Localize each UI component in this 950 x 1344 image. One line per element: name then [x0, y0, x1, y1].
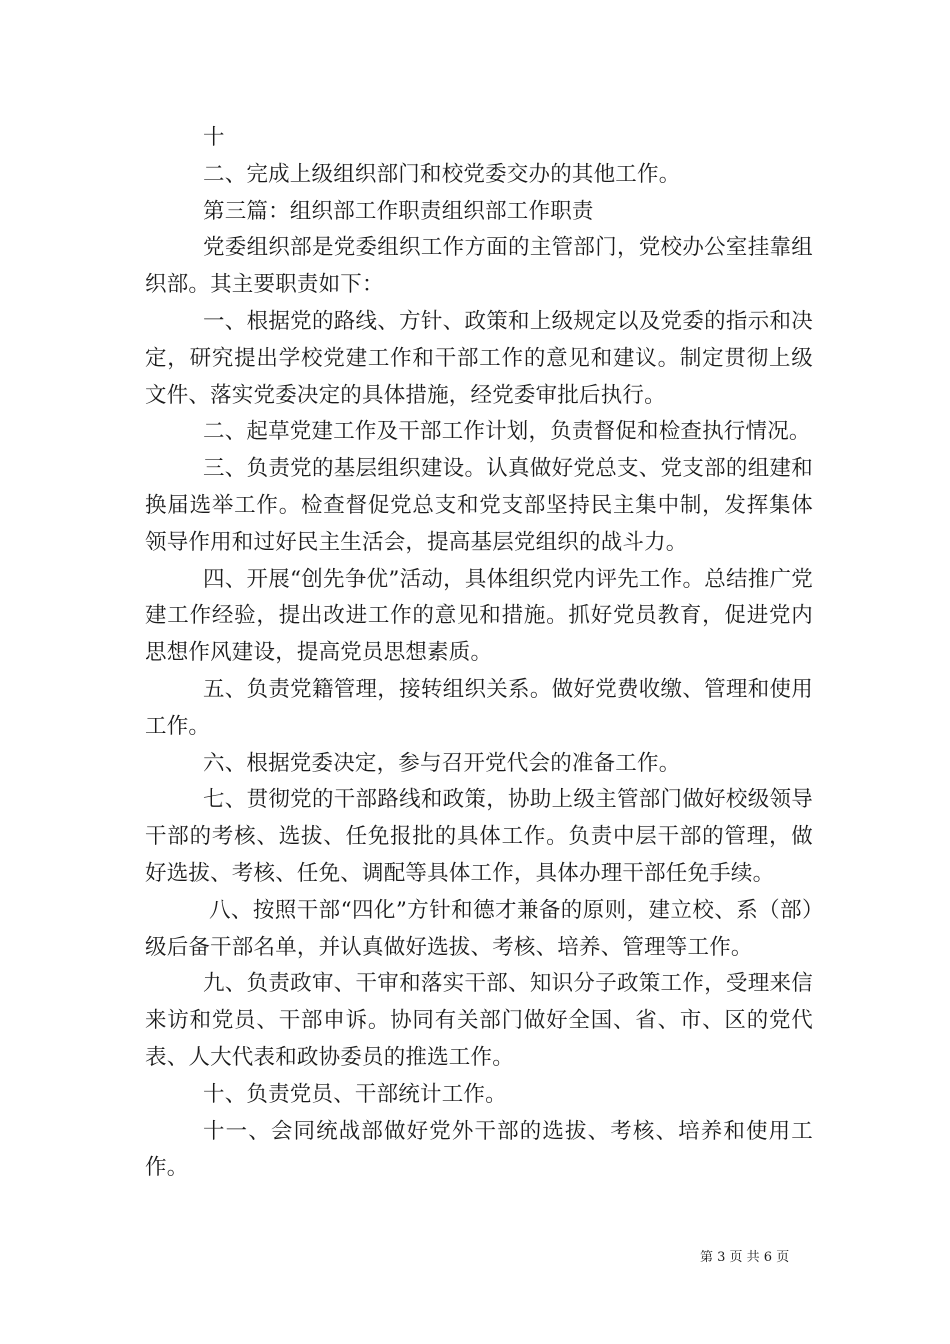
- paragraph: 七、贯彻党的干部路线和政策，协助上级主管部门做好校级领导干部的考核、选拔、任免报批的具体工作。负责中层干部的管理，做好选拔、考核、任免、调配等具体工作，具体办理干部任免手续。: [145, 787, 813, 886]
- document-body: [145, 120, 813, 1187]
- paragraph: 八、按照干部“四化”方针和德才兼备的原则，建立校、系（部）级后备干部名单，并认真做好选拔、考核、培养、管理等工作。: [145, 897, 813, 960]
- paragraph: 三、负责党的基层组织建设。认真做好党总支、党支部的组建和换届选举工作。检查督促党总支和党支部坚持民主集中制，发挥集体领导作用和过好民主生活会，提高基层党组织的战斗力。: [145, 456, 813, 555]
- page-number: 第 3 页 共 6 页: [700, 1250, 790, 1265]
- paragraph: 五、负责党籍管理，接转组织关系。做好党费收缴、管理和使用工作。: [145, 676, 813, 739]
- paragraph: 六、根据党委决定，参与召开党代会的准备工作。: [203, 750, 681, 776]
- paragraph: 四、开展“创先争优”活动，具体组织党内评先工作。总结推广党建工作经验，提出改进工作的意见和措施。抓好党员教育，促进党内思想作风建设，提高党员思想素质。: [145, 566, 813, 666]
- paragraph: 十、负责党员、干部统计工作。: [203, 1081, 507, 1107]
- paragraph: 十一、会同统战部做好党外干部的选拔、考核、培养和使用工作。: [145, 1118, 813, 1181]
- paragraph: 九、负责政审、干审和落实干部、知识分子政策工作，受理来信来访和党员、干部申诉。协同有关部门做好全国、省、市、区的党代表、人大代表和政协委员的推选工作。: [145, 971, 813, 1070]
- paragraph: 二、完成上级组织部门和校党委交办的其他工作。: [203, 161, 681, 187]
- paragraph: 党委组织部是党委组织工作方面的主管部门，党校办公室挂靠组织部。其主要职责如下：: [145, 235, 813, 298]
- paragraph: 一、根据党的路线、方针、政策和上级规定以及党委的指示和决定，研究提出学校党建工作和干部工作的意见和建议。制定贯彻上级文件、落实党委决定的具体措施，经党委审批后执行。: [145, 308, 813, 408]
- paragraph: 十: [203, 125, 225, 150]
- section-heading: 第三篇：组织部工作职责组织部工作职责: [203, 198, 594, 224]
- paragraph: 二、起草党建工作及干部工作计划，负责督促和检查执行情况。: [203, 419, 811, 445]
